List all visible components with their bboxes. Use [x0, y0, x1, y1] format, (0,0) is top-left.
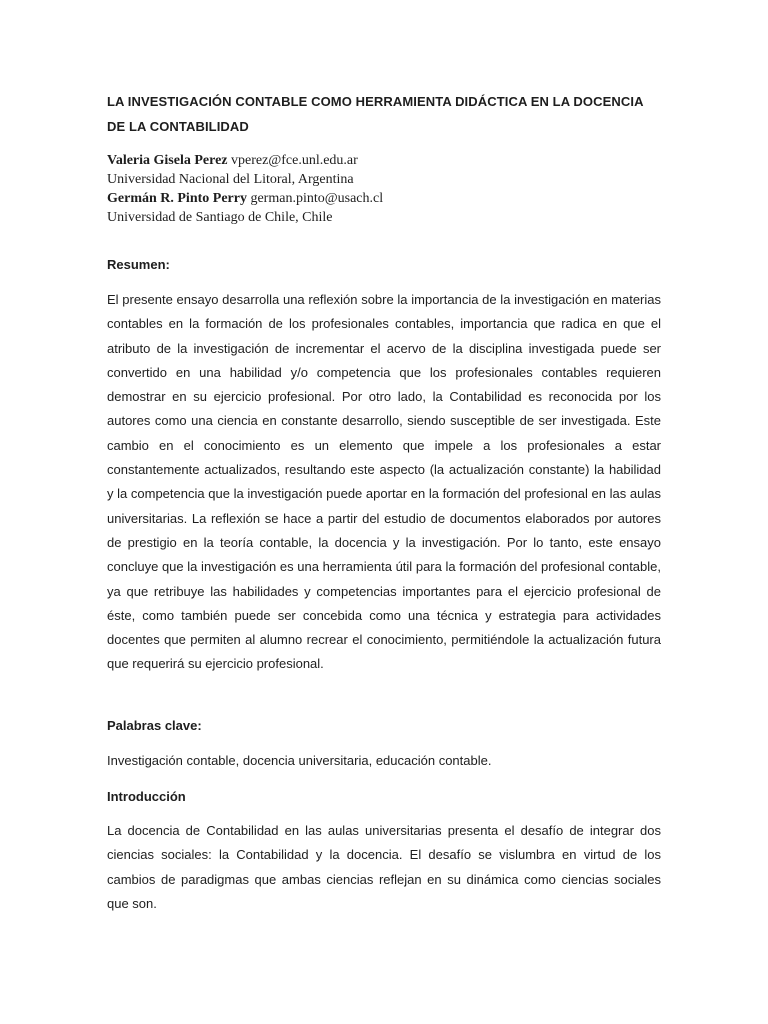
author-email: vperez@fce.unl.edu.ar — [231, 153, 358, 168]
author-name: Valeria Gisela Perez — [107, 153, 228, 168]
author-name: Germán R. Pinto Perry — [107, 191, 247, 206]
document-title: LA INVESTIGACIÓN CONTABLE COMO HERRAMIENTA DIDÁCTICA EN LA DOCENCIA DE LA CONTABILIDAD — [107, 94, 644, 134]
author-line-2 — [107, 189, 661, 208]
introduction-heading: Introducción — [107, 789, 186, 804]
keywords-heading: Palabras clave: — [107, 718, 202, 733]
author-affiliation: Universidad Nacional del Litoral, Argentina — [107, 172, 354, 187]
author-email: german.pinto@usach.cl — [250, 191, 384, 206]
abstract-text: El presente ensayo desarrolla una reflexión sobre la importancia de la investigación en materias contables en la formación de los profesionales contables, importancia que radica en que el atributo de la investigación de incrementar el acervo de la disciplina investigada puede ser convertido en una habilidad y/o competencia que los profesionales contables requieren demostrar en su ejercicio profesional. Por otro lado, la Contabilidad es reconocida por los autores como una ciencia en constante desarrollo, siendo susceptible de ser investigada. Este cambio en el conocimiento es un elemento que impele a los profesionales a estar constantemente actualizados, resultando este aspecto (la actualización constante) la habilidad y la competencia que la investigación puede aportar en la formación del profesional en las aulas universitarias. La reflexión se hace a partir del estudio de documentos elaborados por autores de prestigio en la teoría contable, la docencia y la investigación. Por lo tanto, este ensayo concluye que la investigación es una herramienta útil para la formación del profesional contable, ya que retribuye las habilidades y competencias importantes para el ejercicio profesional de éste, como también puede ser concebida como una técnica y estrategia para actividades docentes que permiten al alumno recrear el conocimiento, permitiéndole la actualización futura que requerirá su ejercicio profesional. — [107, 292, 661, 672]
abstract-heading: Resumen: — [107, 257, 170, 272]
author-block — [107, 151, 661, 227]
introduction-text: La docencia de Contabilidad en las aulas universitarias presenta el desafío de integrar dos ciencias sociales: la Contabilidad y la docencia. El desafío se vislumbra en virtud de los cambios de paradigmas que ambas ciencias reflejan en su dinámica como ciencias sociales que son. — [107, 823, 661, 911]
author-affiliation: Universidad de Santiago de Chile, Chile — [107, 210, 333, 225]
keywords-text: Investigación contable, docencia universitaria, educación contable. — [107, 753, 492, 768]
author-line-1 — [107, 151, 661, 170]
